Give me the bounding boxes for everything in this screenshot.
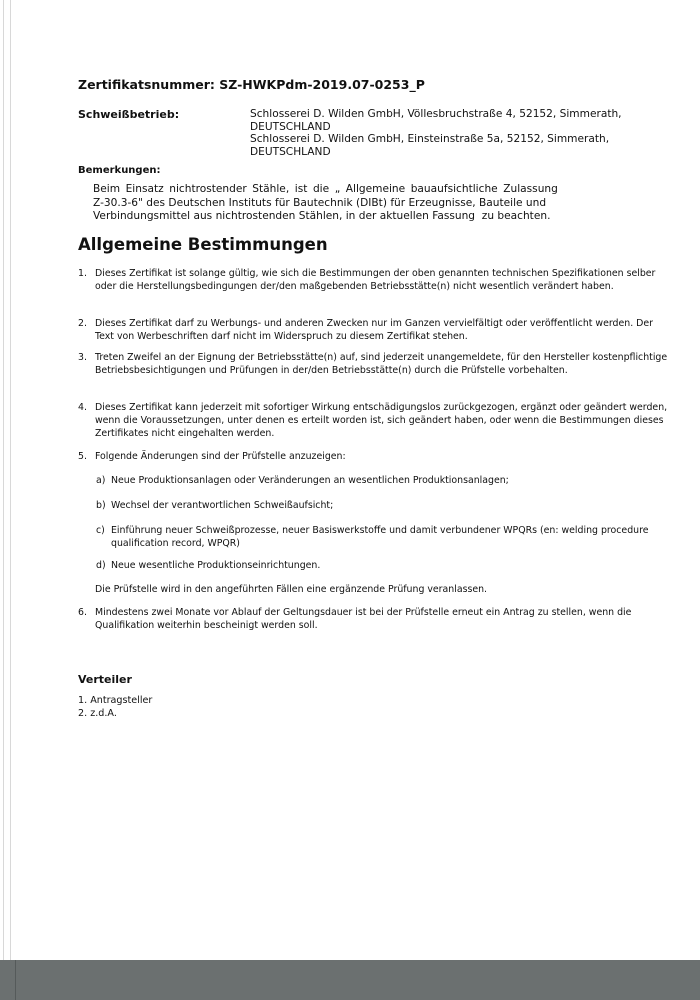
sub-item [96,475,656,488]
sub-item-letter: a) [96,475,106,486]
item-number: 5. [78,451,87,462]
supplementary-note: Die Prüfstelle wird in den angeführten Fällen eine ergänzende Prüfung veranlassen. [95,584,488,595]
item-text: Dieses Zertifikat kann jederzeit mit sofortiger Wirkung entschädigungslos zurückgezogen, ergänzt oder geändert werden, wenn die Voraussetzungen, unter denen es erteilt worden ist, sich geändert haben, oder wenn die Bestimmungen dieses Zertifikates nicht eingehalten werden. [95,402,668,439]
remark-line: Beim Einsatz nichtrostender Stähle, ist die „ Allgemeine bauaufsichtliche Zulassung [93,183,558,195]
item-number: 1. [78,268,87,279]
item-text: Folgende Änderungen sind der Prüfstelle anzuzeigen: [95,451,346,462]
provision-item [78,268,668,294]
provision-item [78,607,668,633]
sub-item-text: Einführung neuer Schweißprozesse, neuer Basiswerkstoffe und damit verbundener WPQRs (en: welding procedure qualification record, WPQR) [111,525,649,549]
provision-item [78,402,668,440]
sub-item-letter: c) [96,525,105,536]
item-text: Mindestens zwei Monate vor Ablauf der Geltungsdauer ist bei der Prüfstelle erneut ein Antrag zu stellen, wenn die Qualifikation weiterhin bescheinigt werden soll. [95,607,632,631]
scanner-bottom-bar [0,960,700,1000]
schweissbetrieb-label: Schweißbetrieb: [78,108,180,121]
distribution-item: 1. Antragsteller [78,695,153,706]
certificate-number: Zertifikatsnummer: SZ-HWKPdm-2019.07-0253_P [78,77,425,92]
item-text: Treten Zweifel an der Eignung der Betriebsstätte(n) auf, sind jederzeit unangemeldete, für den Hersteller kostenpflichtige Betriebsbesichtigungen und Prüfungen in der/den Betriebsstätte(n) durch die Prüfstelle vorbehalten. [95,352,668,376]
sub-item-text: Neue Produktionsanlagen oder Veränderungen an wesentlichen Produktionsanlagen; [111,475,509,486]
schweissbetrieb-addresses [250,108,622,158]
remark-line: Verbindungsmittel aus nichtrostenden Stählen, in der aktuellen Fassung zu beachten. [93,210,551,223]
address-line: DEUTSCHLAND [250,145,331,158]
verteiler-list [78,695,152,720]
item-number: 3. [78,352,87,363]
provision-item [78,318,668,344]
section-heading: Allgemeine Bestimmungen [78,235,328,254]
verteiler-heading: Verteiler [78,673,132,686]
sub-item [96,500,656,513]
bemerkungen-label: Bemerkungen: [78,165,161,176]
sub-item [96,525,656,551]
sub-item-letter: b) [96,500,106,511]
sub-item [96,560,656,573]
provision-item [78,451,668,464]
address-line: Schlosserei D. Wilden GmbH, Einsteinstraße 5a, 52152, Simmerath, [250,133,610,146]
item-text: Dieses Zertifikat ist solange gültig, wie sich die Bestimmungen der oben genannten technischen Spezifikationen selber oder die Herstellungsbedingungen der/den maßgebenden Betriebsstätte(n) nicht wesentlich verändert haben. [95,268,656,292]
remark-line: Z-30.3-6" des Deutschen Instituts für Bautechnik (DIBt) für Erzeugnisse, Bauteile und [93,196,547,209]
item-number: 4. [78,402,87,413]
item-number: 2. [78,318,87,329]
address-line: Schlosserei D. Wilden GmbH, Völlesbruchstraße 4, 52152, Simmerath, [250,108,622,120]
address-line: DEUTSCHLAND [250,120,331,133]
sub-item-letter: d) [96,560,106,571]
item-text: Dieses Zertifikat darf zu Werbungs- und anderen Zwecken nur im Ganzen vervielfältigt oder veröffentlicht werden. Der Text von Werbeschriften darf nicht im Widerspruch zu diesem Zertifikat stehen. [95,318,654,342]
sub-item-text: Wechsel der verantwortlichen Schweißaufsicht; [111,500,334,511]
item-number: 6. [78,607,87,618]
provision-item [78,352,668,378]
bemerkungen-text [93,183,573,224]
distribution-item: 2. z.d.A. [78,707,117,719]
scanner-edge-mark [15,960,16,1000]
sub-item-text: Neue wesentliche Produktionseinrichtungen. [111,560,321,571]
